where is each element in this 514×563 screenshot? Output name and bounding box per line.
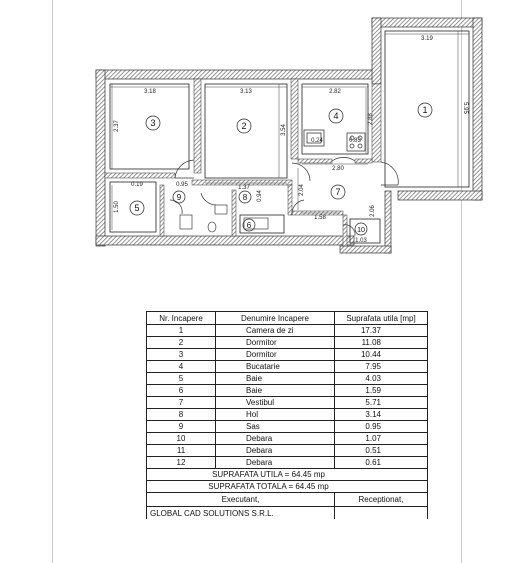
room-area-cell: 0.95: [335, 421, 428, 433]
room-nr-cell: 2: [147, 337, 216, 349]
table-row: [147, 433, 428, 445]
bath-fixtures: [180, 205, 268, 232]
room-name-cell: Dormitor: [216, 349, 335, 361]
room-number-3: 3: [150, 118, 156, 128]
room-number-5: 5: [134, 203, 140, 213]
room-nr-cell: 10: [147, 433, 216, 445]
dim-label: 0.19: [131, 182, 143, 188]
room-name-cell: Vestibul: [216, 397, 335, 409]
dim-label: 2.04: [299, 184, 305, 196]
dim-label: 2.06: [370, 205, 376, 217]
room-nr-cell: 6: [147, 385, 216, 397]
total-utila-row: [147, 469, 428, 481]
room-name-cell: Sas: [216, 421, 335, 433]
room-nr-cell: 3: [147, 349, 216, 361]
room-area-cell: 10.44: [335, 349, 428, 361]
room-nr-cell: 7: [147, 397, 216, 409]
dim-label: 0.95: [176, 182, 188, 188]
dim-label: 2.37: [114, 120, 120, 132]
signature-row: [147, 493, 428, 507]
dim-label: 1.03: [355, 238, 367, 244]
room-name-cell: Debara: [216, 457, 335, 469]
room-name-cell: Baie: [216, 385, 335, 397]
dim-label: 1.37: [238, 185, 250, 191]
room-area-cell: 7.95: [335, 361, 428, 373]
dim-label: 1.58: [314, 215, 326, 221]
table-header-row: [147, 312, 428, 325]
room-name-cell: Dormitor: [216, 337, 335, 349]
room-area-cell: 0.51: [335, 445, 428, 457]
room-name-cell: Debara: [216, 433, 335, 445]
table-row: [147, 397, 428, 409]
room-area-cell: 3.14: [335, 409, 428, 421]
table-row: [147, 337, 428, 349]
room-nr-cell: 8: [147, 409, 216, 421]
room-number-2: 2: [241, 121, 247, 131]
dim-label: 3.19: [421, 36, 433, 42]
outer-walls: [96, 18, 482, 253]
table-row: [147, 385, 428, 397]
table-row: [147, 361, 428, 373]
header-area: Suprafata utila [mp]: [335, 312, 428, 325]
room-nr-cell: 11: [147, 445, 216, 457]
dim-label: 1.50: [114, 201, 120, 213]
receptionat-label: Receptionat,: [335, 493, 428, 507]
room-area-cell: 5.71: [335, 397, 428, 409]
room-number-4: 4: [333, 111, 339, 121]
dim-label: 5.95: [462, 102, 468, 114]
dim-label: 3.13: [240, 89, 252, 95]
dim-label: 2.82: [329, 89, 341, 95]
company-name: GLOBAL CAD SOLUTIONS S.R.L.: [147, 507, 335, 520]
room-area-cell: 4.03: [335, 373, 428, 385]
room-name-cell: Camera de zi: [216, 325, 335, 337]
room-name-cell: Baie: [216, 373, 335, 385]
executant-label: Executant,: [147, 493, 335, 507]
room-name-cell: Hol: [216, 409, 335, 421]
room-number-6: 6: [246, 221, 252, 230]
dim-label: 0.83: [349, 138, 361, 144]
room-nr-cell: 1: [147, 325, 216, 337]
room-name-cell: Debara: [216, 445, 335, 457]
table-row: [147, 457, 428, 469]
room-area-cell: 1.59: [335, 385, 428, 397]
total-utila: SUPRAFATA UTILA = 64.45 mp: [147, 469, 428, 481]
room-area-cell: 0.61: [335, 457, 428, 469]
interior-walls: [105, 79, 381, 246]
empty-cell: [335, 507, 428, 520]
room-name-cell: Bucatarie: [216, 361, 335, 373]
dim-label: 3.54: [281, 124, 287, 136]
table-row: [147, 445, 428, 457]
room-area-table: [146, 311, 428, 519]
room-area-cell: 17.37: [335, 325, 428, 337]
header-nr: Nr. Incapere: [147, 312, 216, 325]
room-number-8: 8: [242, 193, 248, 202]
room-number-1: 1: [422, 105, 428, 115]
room-number-10: 10: [357, 227, 365, 234]
room-nr-cell: 12: [147, 457, 216, 469]
room-area-cell: 1.07: [335, 433, 428, 445]
room-nr-cell: 5: [147, 373, 216, 385]
room-nr-cell: 9: [147, 421, 216, 433]
company-row: [147, 507, 428, 520]
table-row: [147, 409, 428, 421]
dim-label: 2.88: [368, 113, 374, 125]
dim-label: 0.24: [311, 138, 323, 144]
room-number-9: 9: [176, 193, 182, 202]
table-row: [147, 349, 428, 361]
dim-label: 0.94: [257, 190, 263, 202]
room-number-7: 7: [335, 187, 341, 197]
total-totala-row: [147, 481, 428, 493]
total-totala: SUPRAFATA TOTALA = 64.45 mp: [147, 481, 428, 493]
dim-label: 2.80: [332, 166, 344, 172]
table-row: [147, 373, 428, 385]
table-row: [147, 325, 428, 337]
dim-label: 3.18: [144, 89, 156, 95]
room-area-cell: 11.08: [335, 337, 428, 349]
header-name: Denumire Incapere: [216, 312, 335, 325]
room-nr-cell: 4: [147, 361, 216, 373]
table-row: [147, 421, 428, 433]
